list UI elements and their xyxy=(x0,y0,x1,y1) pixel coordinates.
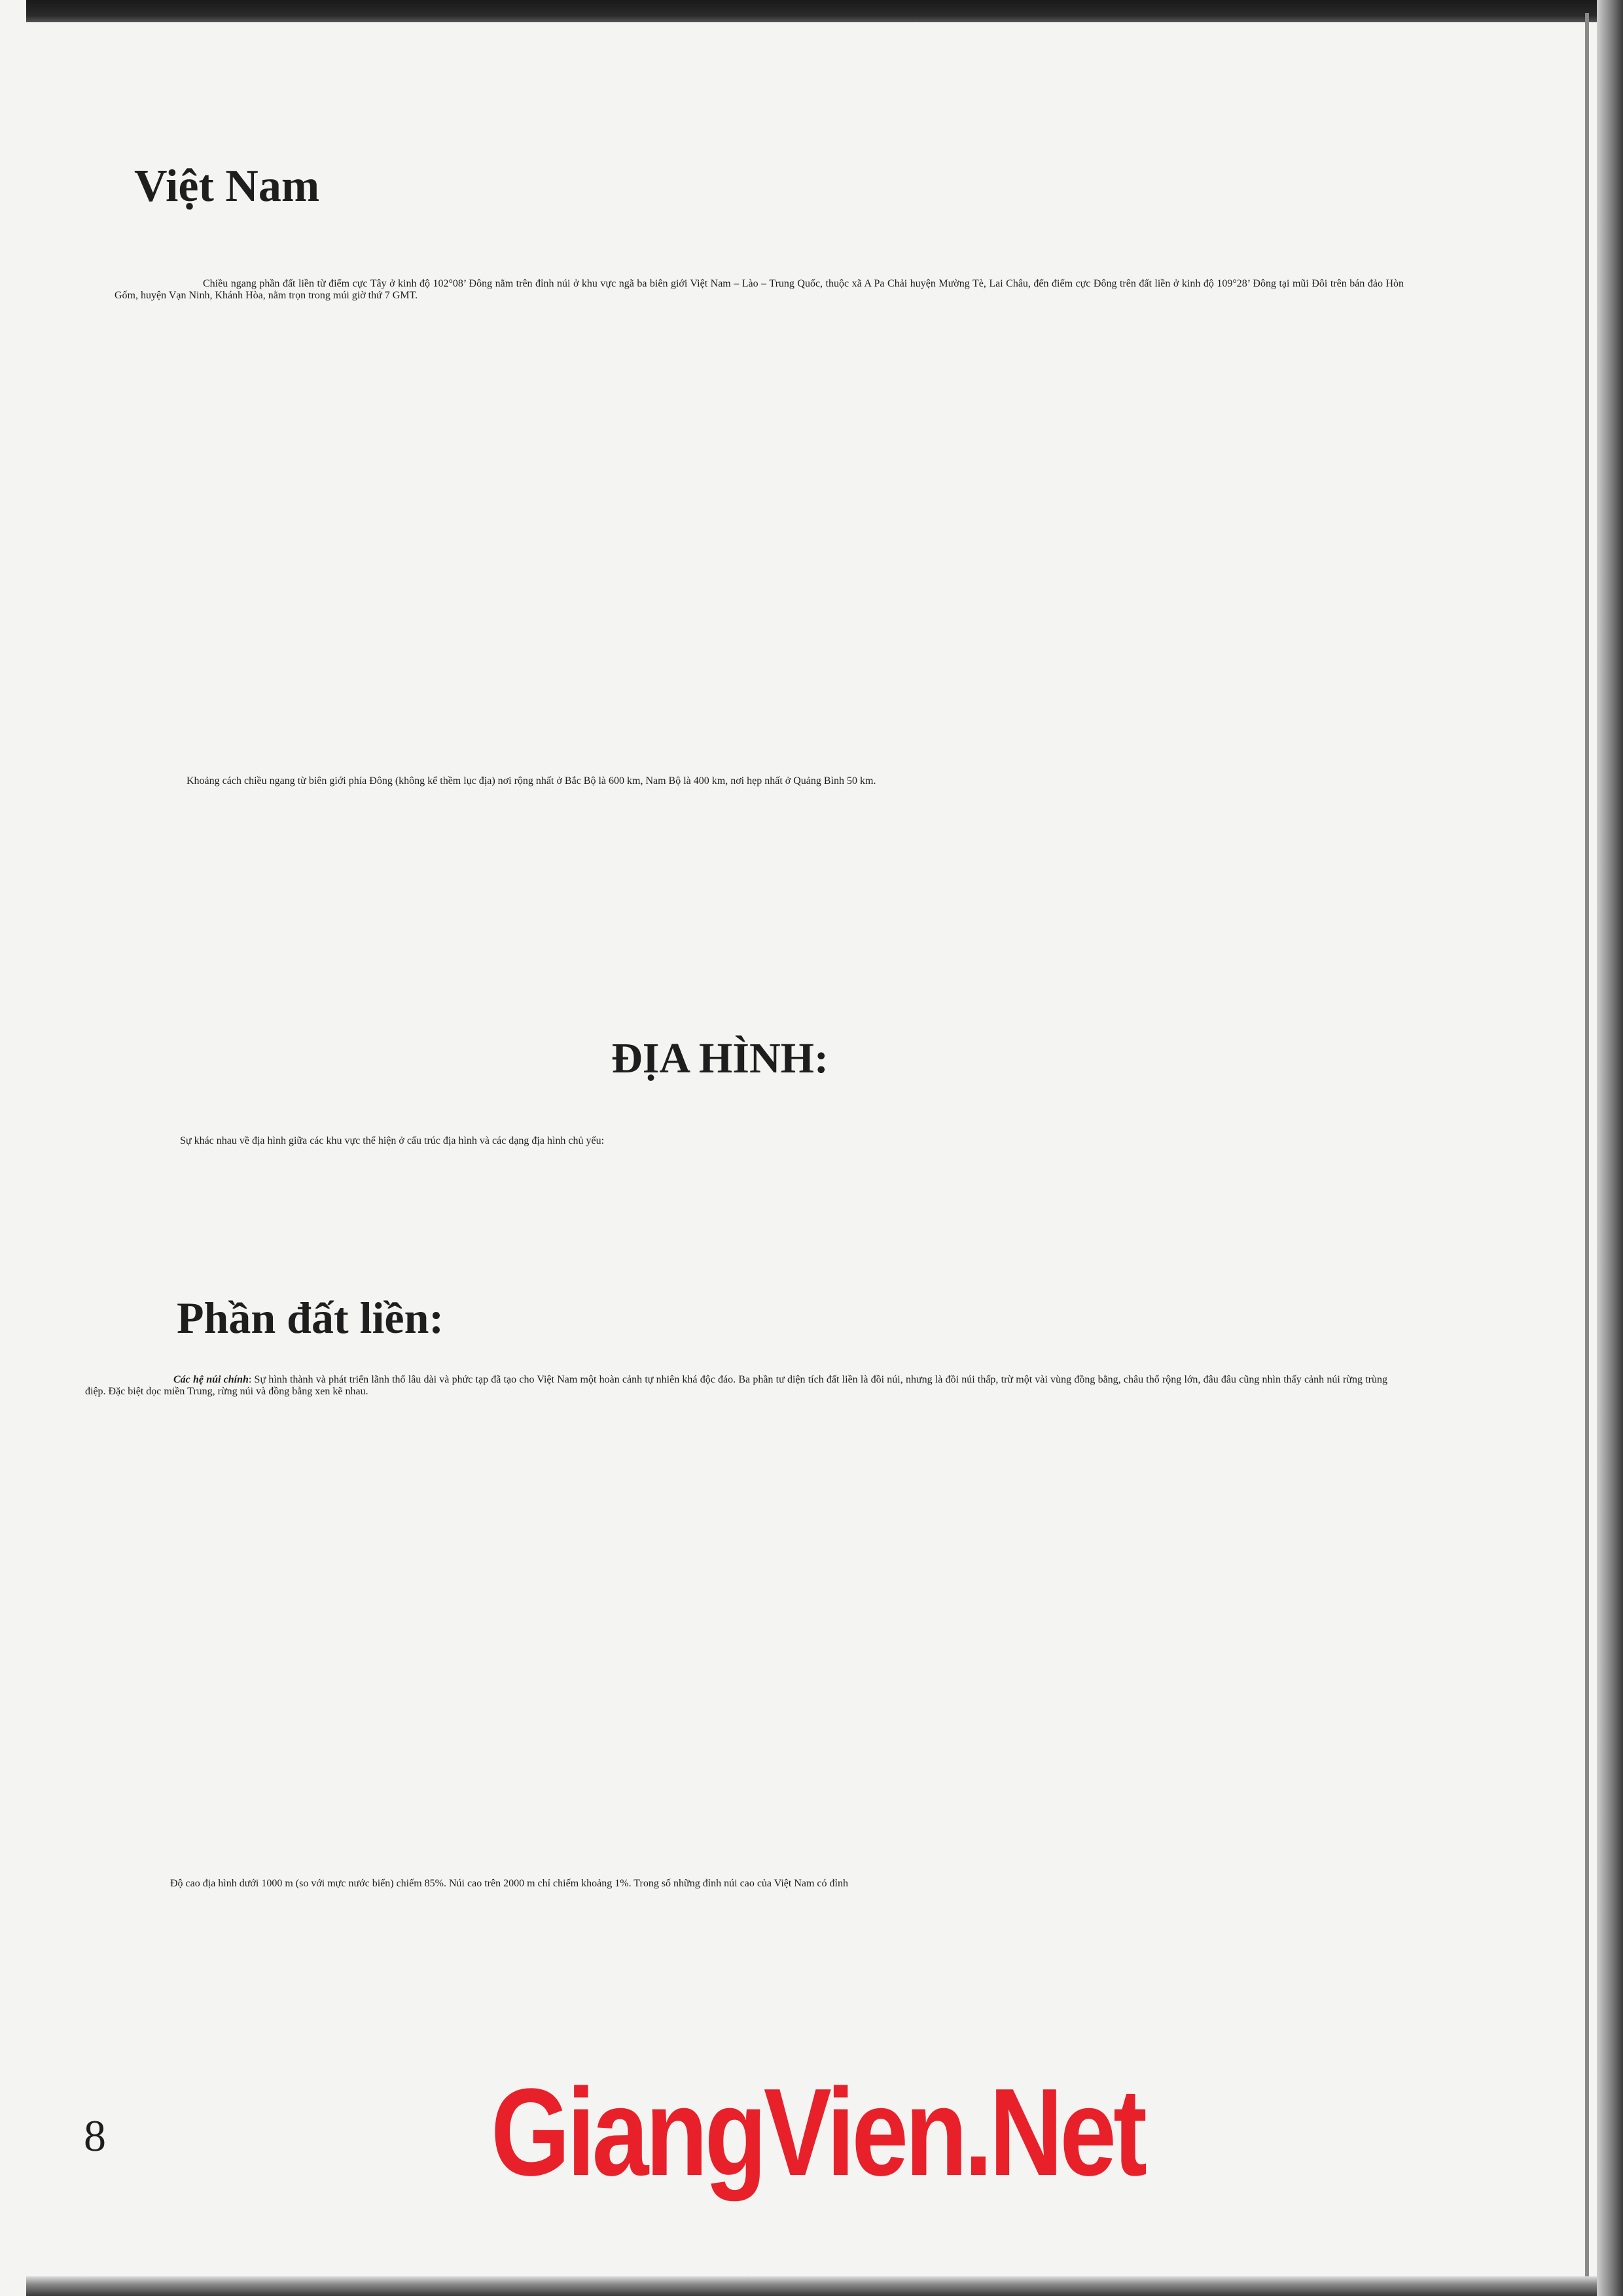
page-heading: Việt Nam xyxy=(134,161,320,211)
scan-right-edge xyxy=(1597,0,1623,2296)
scan-top-edge xyxy=(26,0,1597,22)
page-number: 8 xyxy=(84,2111,106,2161)
paragraph-width-distance: Khoảng cách chiều ngang từ biên giới phía Đông (không kể thềm lục địa) nơi rộng nhất ở Bắc Bộ là 600 km, Nam Bộ là 400 km, nơi hẹp nhất ở Quảng Bình 50 km. xyxy=(187,775,876,786)
scan-right-line xyxy=(1585,13,1589,2277)
paragraph-elevation: Độ cao địa hình dưới 1000 m (so với mực nước biển) chiếm 85%. Núi cao trên 2000 m chỉ chiếm khoảng 1%. Trong số những đỉnh núi cao của Việt Nam có đỉnh xyxy=(170,1878,848,1889)
mountain-systems-text: : Sự hình thành và phát triển lãnh thổ lâu dài và phức tạp đã tạo cho Việt Nam một hoàn cảnh tự nhiên khá độc đáo. Ba phần tư diện tích đất liền là đồi núi, nhưng là đồi núi thấp, trừ một vài vùng đồng bằng, châu thổ rộng lớn, đâu đâu cũng nhìn thấy cảnh núi rừng trùng điệp. Đặc biệt dọc miền Trung, rừng núi và đồng bằng xen kẽ nhau. xyxy=(85,1374,1387,1397)
scan-bottom-edge xyxy=(26,2276,1597,2296)
watermark-logo: GiangVien.Net xyxy=(491,2063,1145,2202)
section-heading-terrain: ĐỊA HÌNH: xyxy=(611,1034,829,1082)
paragraph-terrain-intro: Sự khác nhau về địa hình giữa các khu vực thể hiện ở cấu trúc địa hình và các dạng địa hình chủ yếu: xyxy=(180,1135,605,1146)
term-mountain-systems: Các hệ núi chính xyxy=(173,1374,249,1385)
subheading-mainland: Phần đất liền: xyxy=(177,1293,444,1343)
paragraph-horizontal-extent: Chiều ngang phần đất liền từ điểm cực Tây ở kinh độ 102°08’ Đông nằm trên đỉnh núi ở khu vực ngã ba biên giới Việt Nam – Lào – Trung Quốc, thuộc xã A Pa Chải huyện Mường Tè, Lai Châu, đến điểm cực Đông trên đất liền ở kinh độ 109°28’ Đông tại mũi Đôi trên bán đảo Hòn Gốm, huyện Vạn Ninh, Khánh Hòa, nằm trọn trong múi giờ thứ 7 GMT. xyxy=(115,278,1404,301)
paragraph-mountain-systems xyxy=(85,1374,1387,1398)
